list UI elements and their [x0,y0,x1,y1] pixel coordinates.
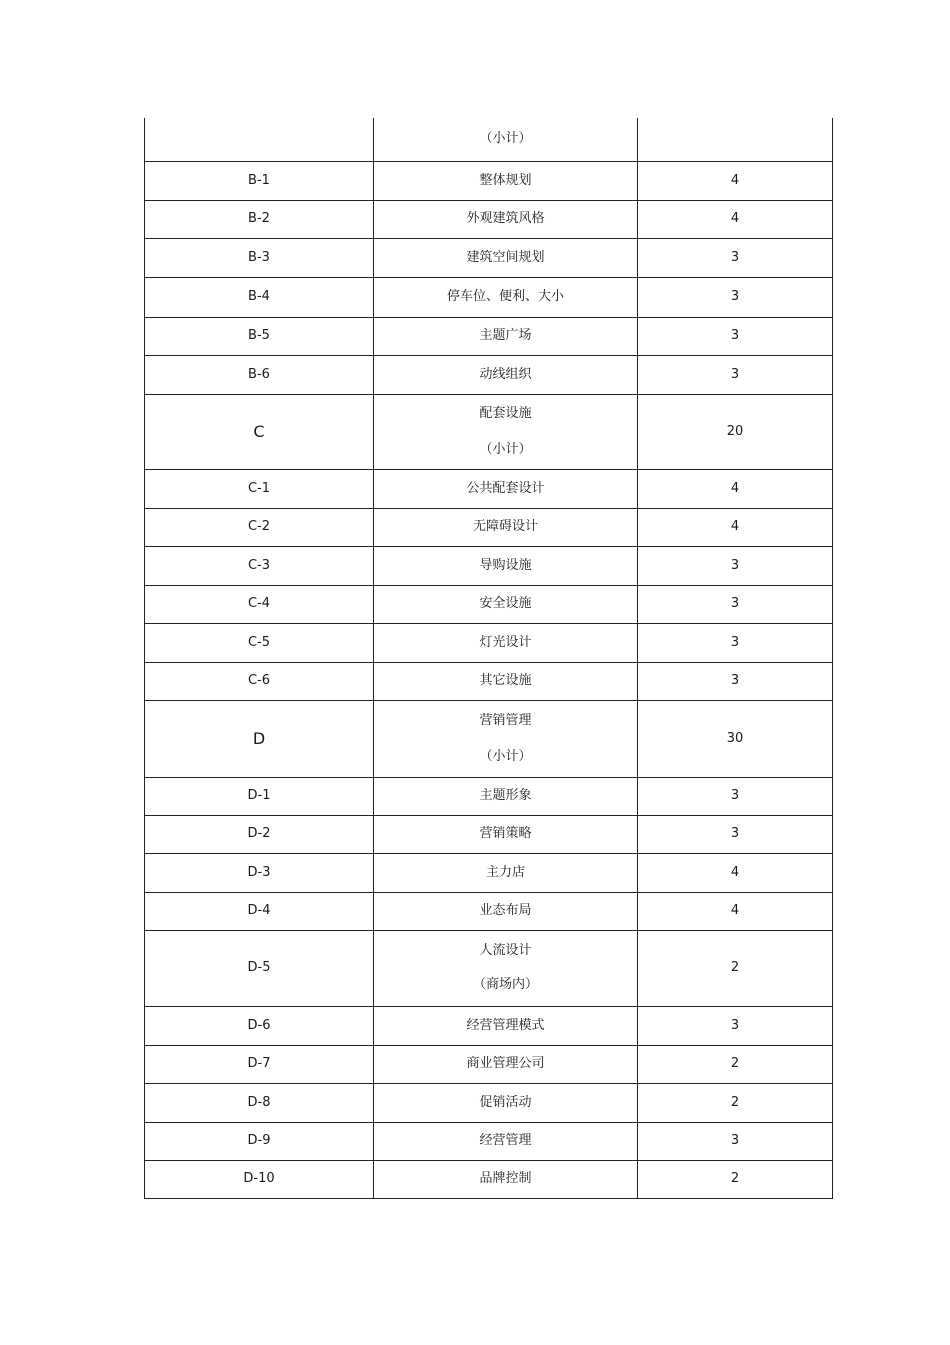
item-code: C-1 [145,469,374,508]
item-score: 3 [638,317,833,355]
item-code: D-5 [145,930,374,1006]
item-name: 导购设施 [479,557,532,573]
item-score [638,118,833,161]
item-score: 3 [638,623,833,662]
table-row [145,777,833,815]
item-subtitle: （小计） [479,748,532,764]
item-code: B-6 [145,355,374,394]
item-name-cell [374,317,638,355]
table-row [145,585,833,623]
item-score: 3 [638,815,833,853]
item-name: 灯光设计 [479,634,532,650]
item-name: 经营管理 [479,1133,532,1149]
table-row [145,546,833,585]
item-code: D-4 [145,892,374,930]
item-name: 促销活动 [479,1094,532,1110]
item-name: 外观建筑风格 [466,211,545,227]
item-score: 3 [638,585,833,623]
table-row [145,853,833,892]
item-name: 无障碍设计 [472,519,538,535]
item-score: 2 [638,1160,833,1198]
table-row [145,700,833,777]
item-name: 主题形象 [479,788,532,804]
item-name: 商业管理公司 [466,1056,545,1072]
item-code: D-3 [145,853,374,892]
table-row [145,930,833,1006]
table-row [145,508,833,546]
item-name-cell [374,700,638,777]
item-code: B-5 [145,317,374,355]
item-name: 主题广场 [479,328,532,344]
item-subtitle: （小计） [479,131,532,147]
item-code [145,118,374,161]
item-name-cell [374,508,638,546]
item-code: D-7 [145,1045,374,1083]
item-name: 营销管理 [479,712,532,728]
table-row [145,277,833,317]
item-code: C-6 [145,662,374,700]
table-row [145,1045,833,1083]
table-row [145,815,833,853]
item-name: 其它设施 [479,673,532,689]
table-row [145,200,833,238]
item-score: 4 [638,853,833,892]
item-name-cell [374,200,638,238]
item-code: B-4 [145,277,374,317]
item-name: 整体规划 [479,172,532,188]
item-name-cell [374,623,638,662]
item-name: 配套设施 [479,405,532,421]
table-row [145,355,833,394]
item-name-cell [374,118,638,161]
table-row [145,662,833,700]
score-table-body [145,118,833,1198]
item-name-cell [374,1045,638,1083]
item-code: C-5 [145,623,374,662]
item-score: 3 [638,546,833,585]
item-name-cell [374,277,638,317]
item-code: D-2 [145,815,374,853]
item-name: 业态布局 [479,903,532,919]
item-score: 2 [638,1045,833,1083]
item-name-cell [374,892,638,930]
item-name-cell [374,662,638,700]
item-score: 3 [638,662,833,700]
item-name: 动线组织 [479,366,532,382]
item-score: 3 [638,777,833,815]
table-row [145,394,833,469]
table-row [145,1160,833,1198]
item-code: D-10 [145,1160,374,1198]
score-table [144,118,833,1199]
item-name: 公共配套设计 [466,480,545,496]
item-name-cell [374,238,638,277]
item-score: 4 [638,200,833,238]
item-name: 建筑空间规划 [466,249,545,265]
table-row [145,118,833,161]
item-score: 4 [638,161,833,200]
item-name-cell [374,546,638,585]
item-name: 停车位、便利、大小 [446,289,564,305]
item-code: D-8 [145,1083,374,1122]
item-name-cell [374,1160,638,1198]
table-row [145,623,833,662]
item-code: C-2 [145,508,374,546]
item-score: 3 [638,1122,833,1160]
item-code: B-1 [145,161,374,200]
table-row [145,161,833,200]
item-code: B-3 [145,238,374,277]
table-row [145,1006,833,1045]
item-score: 4 [638,508,833,546]
item-name: 安全设施 [479,596,532,612]
item-code: C-4 [145,585,374,623]
item-score: 30 [638,700,833,777]
item-name-cell [374,394,638,469]
item-name-cell [374,1083,638,1122]
item-name: 品牌控制 [479,1171,532,1187]
item-name-cell [374,585,638,623]
table-row [145,1122,833,1160]
item-name-cell [374,777,638,815]
item-score: 20 [638,394,833,469]
item-subtitle: （小计） [479,441,532,457]
item-name-cell [374,853,638,892]
item-score: 2 [638,1083,833,1122]
item-code: B-2 [145,200,374,238]
table-row [145,469,833,508]
item-name-cell [374,1122,638,1160]
table-row [145,892,833,930]
item-code: D-1 [145,777,374,815]
item-score: 2 [638,930,833,1006]
item-code: C-3 [145,546,374,585]
item-code: D-6 [145,1006,374,1045]
item-name-cell [374,355,638,394]
item-code: C [145,394,374,469]
item-name: 营销策略 [479,826,532,842]
table-row [145,317,833,355]
item-name: 人流设计 [479,943,532,959]
item-code: D [145,700,374,777]
item-code: D-9 [145,1122,374,1160]
table-row [145,238,833,277]
item-score: 4 [638,892,833,930]
item-score: 3 [638,1006,833,1045]
item-score: 3 [638,238,833,277]
item-name: 经营管理模式 [466,1017,545,1033]
item-score: 4 [638,469,833,508]
item-name: 主力店 [485,864,525,880]
item-name-cell [374,469,638,508]
item-name-cell [374,1006,638,1045]
item-name-cell [374,930,638,1006]
table-row [145,1083,833,1122]
item-subtitle: （商场内） [472,977,538,992]
item-score: 3 [638,277,833,317]
item-score: 3 [638,355,833,394]
item-name-cell [374,815,638,853]
item-name-cell [374,161,638,200]
